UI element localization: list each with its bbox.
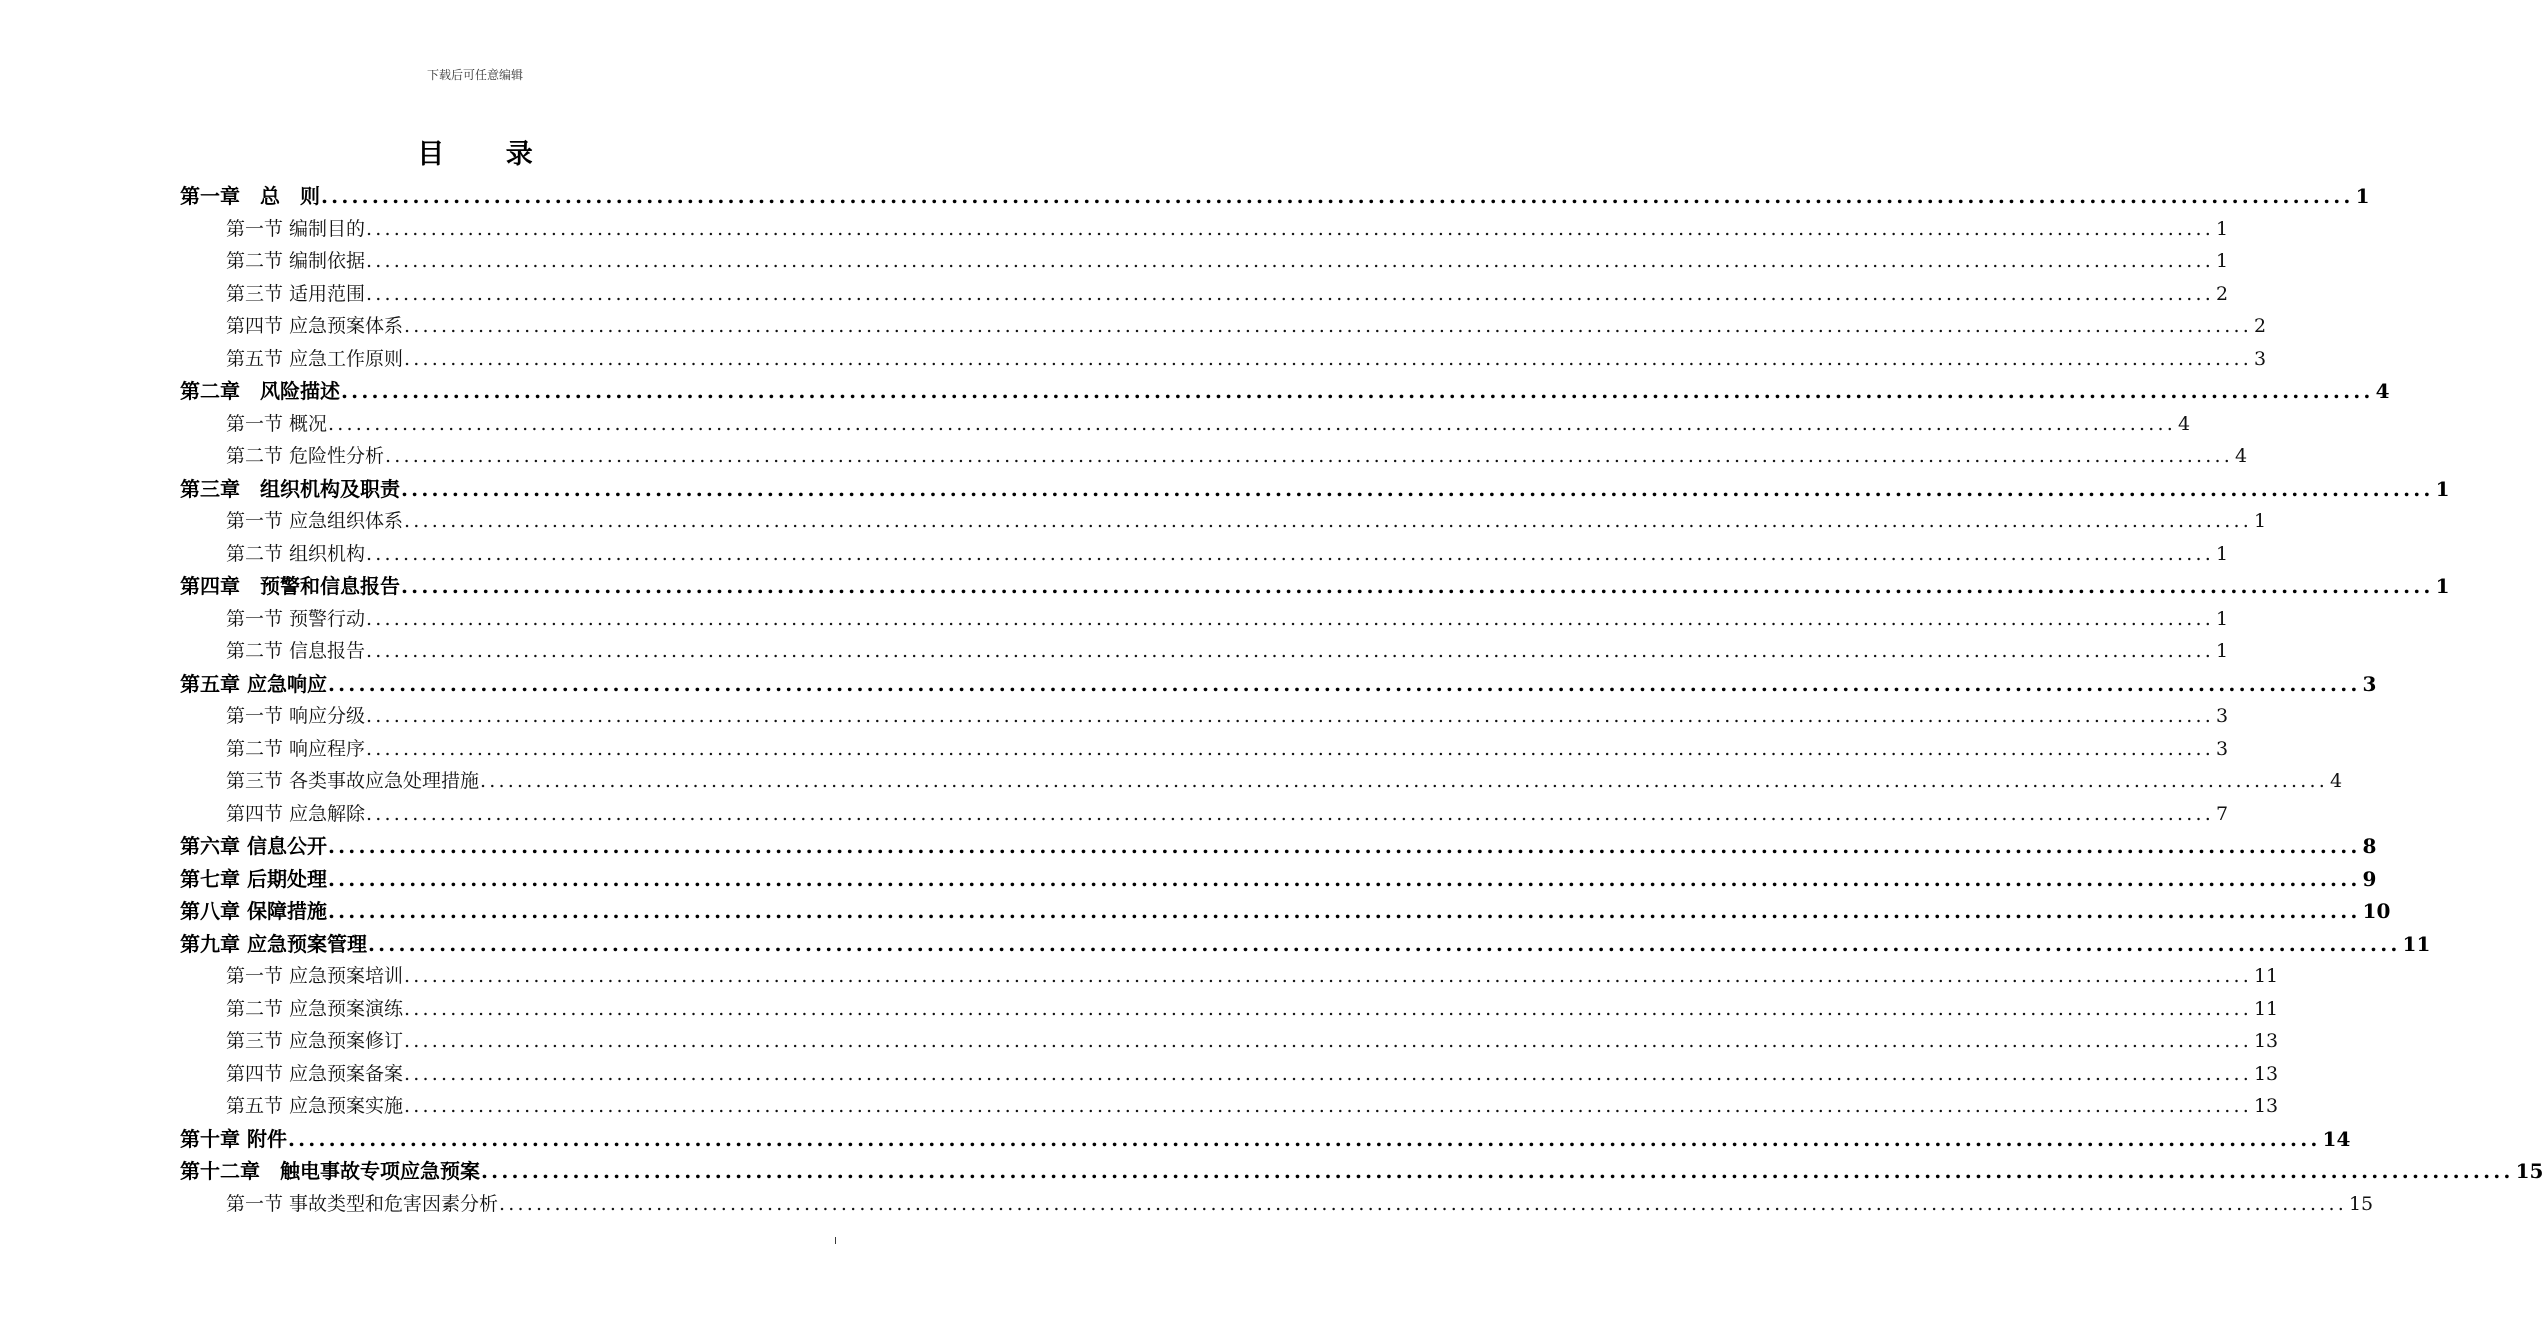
toc-page-number: 1 bbox=[2435, 574, 2450, 598]
toc-entry-title: 第四节 应急预案备案 bbox=[226, 1062, 404, 1085]
toc-dot-leader: ........................................................................................................................................................................................................ bbox=[385, 445, 2233, 467]
toc-section-entry[interactable] bbox=[226, 1058, 2279, 1091]
toc-entry-title: 第一节 预警行动 bbox=[226, 607, 366, 630]
toc-page-number: 1 bbox=[2215, 250, 2229, 272]
toc-page-number: 2 bbox=[2253, 315, 2267, 337]
toc-chapter-entry[interactable] bbox=[180, 1155, 2543, 1188]
toc-dot-leader: ........................................................................................................................................................................................................ bbox=[327, 671, 2361, 696]
toc-page-number: 11 bbox=[2253, 997, 2279, 1020]
toc-entry-title: 第一节 事故类型和危害因素分析 bbox=[226, 1192, 499, 1215]
toc-page-number: 1 bbox=[2215, 607, 2229, 630]
toc-page-number: 1 bbox=[2215, 640, 2229, 662]
toc-dot-leader: ........................................................................................................................................................................................................ bbox=[404, 315, 2252, 337]
toc-entry-title: 第五章 应急响应 bbox=[180, 671, 327, 696]
toc-entry-title: 第四节 应急预案体系 bbox=[226, 315, 404, 337]
toc-page-number: 1 bbox=[2435, 476, 2450, 501]
toc-dot-leader: ........................................................................................................................................................................................................ bbox=[499, 1192, 2347, 1215]
toc-entry-title: 第二节 组织机构 bbox=[226, 542, 366, 565]
toc-entry-title: 第三节 适用范围 bbox=[226, 282, 366, 305]
toc-page-number: 15 bbox=[2348, 1192, 2374, 1215]
toc-section-entry[interactable] bbox=[226, 798, 2229, 831]
toc-page-number: 9 bbox=[2362, 866, 2377, 891]
toc-section-entry[interactable] bbox=[226, 733, 2229, 766]
toc-page-number: 13 bbox=[2253, 1030, 2279, 1052]
toc-page-number: 3 bbox=[2253, 347, 2267, 370]
toc-section-entry[interactable] bbox=[226, 245, 2229, 278]
toc-entry-title: 第十二章 触电事故专项应急预案 bbox=[180, 1159, 480, 1183]
toc-section-entry[interactable] bbox=[226, 1025, 2279, 1058]
toc-section-entry[interactable] bbox=[226, 278, 2229, 311]
toc-section-entry[interactable] bbox=[226, 343, 2267, 376]
toc-entry-title: 第五节 应急预案实施 bbox=[226, 1095, 404, 1117]
toc-entry-title: 第一章 总 则 bbox=[180, 184, 320, 208]
toc-dot-leader: ........................................................................................................................................................................................................ bbox=[404, 997, 2252, 1020]
toc-chapter-entry[interactable] bbox=[180, 830, 2377, 863]
toc-page-number: 3 bbox=[2215, 737, 2229, 760]
toc-page-number: 1 bbox=[2215, 217, 2229, 240]
toc-page-number: 3 bbox=[2215, 705, 2229, 727]
toc-section-entry[interactable] bbox=[226, 538, 2229, 571]
toc-entry-title: 第一节 应急组织体系 bbox=[226, 510, 404, 532]
toc-page-number: 4 bbox=[2329, 770, 2343, 792]
toc-chapter-entry[interactable] bbox=[180, 375, 2390, 408]
toc-dot-leader: ........................................................................................................................................................................................................ bbox=[366, 542, 2214, 565]
toc-entry-title: 第二节 响应程序 bbox=[226, 737, 366, 760]
toc-page-number: 1 bbox=[2253, 510, 2267, 532]
toc-page-number: 1 bbox=[2215, 542, 2229, 565]
toc-page-number: 1 bbox=[2355, 184, 2370, 208]
toc-dot-leader: ........................................................................................................................................................................................................ bbox=[404, 965, 2252, 987]
toc-entry-title: 第一节 应急预案培训 bbox=[226, 965, 404, 987]
page-number-mark: I bbox=[834, 1236, 837, 1247]
toc-page-number: 10 bbox=[2362, 899, 2391, 923]
toc-chapter-entry[interactable] bbox=[180, 473, 2450, 506]
toc-section-entry[interactable] bbox=[226, 213, 2229, 246]
toc-chapter-entry[interactable] bbox=[180, 570, 2450, 603]
toc-entry-title: 第二节 危险性分析 bbox=[226, 445, 385, 467]
toc-section-entry[interactable] bbox=[226, 408, 2191, 441]
toc-dot-leader: ........................................................................................................................................................................................................ bbox=[321, 184, 2354, 208]
toc-dot-leader: ........................................................................................................................................................................................................ bbox=[401, 574, 2434, 598]
toc-section-entry[interactable] bbox=[226, 635, 2229, 668]
toc-entry-title: 第二节 应急预案演练 bbox=[226, 997, 404, 1020]
toc-page-number: 3 bbox=[2362, 671, 2377, 696]
toc-entry-title: 第四章 预警和信息报告 bbox=[180, 574, 400, 598]
toc-entry-title: 第一节 概况 bbox=[226, 412, 328, 435]
toc-dot-leader: ........................................................................................................................................................................................................ bbox=[327, 866, 2361, 891]
toc-chapter-entry[interactable] bbox=[180, 928, 2431, 961]
toc-entry-title: 第三节 各类事故应急处理措施 bbox=[226, 770, 480, 792]
toc-dot-leader: ........................................................................................................................................................................................................ bbox=[327, 834, 2361, 858]
toc-dot-leader: ........................................................................................................................................................................................................ bbox=[366, 282, 2214, 305]
toc-section-entry[interactable] bbox=[226, 1090, 2279, 1123]
toc-page-number: 7 bbox=[2215, 802, 2229, 825]
toc-entry-title: 第一节 响应分级 bbox=[226, 705, 366, 727]
toc-dot-leader: ........................................................................................................................................................................................................ bbox=[287, 1126, 2321, 1151]
toc-chapter-entry[interactable] bbox=[180, 180, 2370, 213]
toc-section-entry[interactable] bbox=[226, 440, 2248, 473]
toc-page-number: 2 bbox=[2215, 282, 2229, 305]
toc-section-entry[interactable] bbox=[226, 765, 2343, 798]
toc-entry-title: 第二节 信息报告 bbox=[226, 640, 366, 662]
toc-dot-leader: ........................................................................................................................................................................................................ bbox=[401, 476, 2434, 501]
toc-entry-title: 第九章 应急预案管理 bbox=[180, 931, 367, 956]
toc-entry-title: 第三章 组织机构及职责 bbox=[180, 476, 400, 501]
toc-page-number: 11 bbox=[2402, 931, 2431, 956]
toc-dot-leader: ........................................................................................................................................................................................................ bbox=[366, 250, 2214, 272]
toc-entry-title: 第七章 后期处理 bbox=[180, 866, 327, 891]
toc-dot-leader: ........................................................................................................................................................................................................ bbox=[328, 412, 2176, 435]
toc-entry-title: 第四节 应急解除 bbox=[226, 802, 366, 825]
toc-entry-title: 第二章 风险描述 bbox=[180, 379, 340, 403]
toc-page-number: 4 bbox=[2177, 412, 2191, 435]
toc-entry-title: 第八章 保障措施 bbox=[180, 899, 327, 923]
toc-dot-leader: ........................................................................................................................................................................................................ bbox=[341, 379, 2374, 403]
toc-entry-title: 第一节 编制目的 bbox=[226, 217, 366, 240]
toc-dot-leader: ........................................................................................................................................................................................................ bbox=[366, 607, 2214, 630]
toc-dot-leader: ........................................................................................................................................................................................................ bbox=[480, 770, 2328, 792]
toc-chapter-entry[interactable] bbox=[180, 895, 2391, 928]
toc-chapter-entry[interactable] bbox=[180, 668, 2377, 701]
toc-entry-title: 第三节 应急预案修订 bbox=[226, 1030, 404, 1052]
toc-dot-leader: ........................................................................................................................................................................................................ bbox=[404, 1062, 2252, 1085]
toc-dot-leader: ........................................................................................................................................................................................................ bbox=[404, 1095, 2252, 1117]
toc-section-entry[interactable] bbox=[226, 603, 2229, 636]
toc-section-entry[interactable] bbox=[226, 310, 2267, 343]
toc-page-number: 15 bbox=[2515, 1159, 2543, 1183]
toc-dot-leader: ........................................................................................................................................................................................................ bbox=[404, 347, 2252, 370]
toc-chapter-entry[interactable] bbox=[180, 1123, 2351, 1156]
toc-section-entry[interactable] bbox=[226, 960, 2279, 993]
toc-page-number: 13 bbox=[2253, 1062, 2279, 1085]
toc-dot-leader: ........................................................................................................................................................................................................ bbox=[366, 737, 2214, 760]
toc-page-number: 4 bbox=[2234, 445, 2248, 467]
toc-dot-leader: ........................................................................................................................................................................................................ bbox=[404, 510, 2252, 532]
toc-section-entry[interactable] bbox=[226, 1188, 2374, 1221]
toc-entry-title: 第六章 信息公开 bbox=[180, 834, 327, 858]
toc-page-number: 14 bbox=[2322, 1126, 2351, 1151]
toc-dot-leader: ........................................................................................................................................................................................................ bbox=[366, 640, 2214, 662]
toc-entry-title: 第十章 附件 bbox=[180, 1126, 287, 1151]
page-header: 下载后可任意编辑 bbox=[426, 68, 523, 82]
toc-section-entry[interactable] bbox=[226, 505, 2267, 538]
toc-dot-leader: ........................................................................................................................................................................................................ bbox=[366, 217, 2214, 240]
toc-chapter-entry[interactable] bbox=[180, 863, 2377, 896]
toc-dot-leader: ........................................................................................................................................................................................................ bbox=[327, 899, 2361, 923]
toc-page-number: 13 bbox=[2253, 1095, 2279, 1117]
page-title: 目 录 bbox=[417, 139, 559, 170]
toc-dot-leader: ........................................................................................................................................................................................................ bbox=[366, 802, 2214, 825]
toc-dot-leader: ........................................................................................................................................................................................................ bbox=[481, 1159, 2514, 1183]
toc-page-number: 11 bbox=[2253, 965, 2279, 987]
toc-dot-leader: ........................................................................................................................................................................................................ bbox=[404, 1030, 2252, 1052]
toc-dot-leader: ........................................................................................................................................................................................................ bbox=[366, 705, 2214, 727]
toc-dot-leader: ........................................................................................................................................................................................................ bbox=[367, 931, 2401, 956]
toc-page-number: 8 bbox=[2362, 834, 2377, 858]
toc-section-entry[interactable] bbox=[226, 993, 2279, 1026]
toc-entry-title: 第二节 编制依据 bbox=[226, 250, 366, 272]
toc-page-number: 4 bbox=[2375, 379, 2390, 403]
toc-section-entry[interactable] bbox=[226, 700, 2229, 733]
toc-entry-title: 第五节 应急工作原则 bbox=[226, 347, 404, 370]
